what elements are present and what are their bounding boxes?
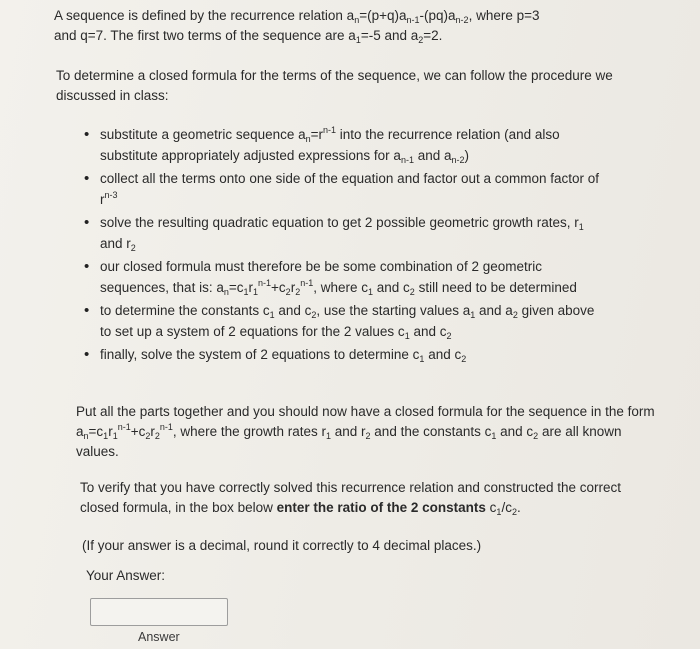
rounding-note: (If your answer is a decimal, round it correctly to 4 decimal places.) [82, 538, 482, 553]
list-item: • collect all the terms onto one side of the equation and factor out a common factor of $r^{n-3}$ [80, 168, 600, 210]
list-item: • solve the resulting quadratic equation to get 2 possible geometric growth rates, $r_1$ and $r_2$ [80, 212, 600, 254]
procedure-steps-list [80, 124, 600, 367]
list-item: • substitute a geometric sequence $a_n=r^{n-1}$ into the recurrence relation (and also substitute appropriately adjusted expressions for $a_{n-1}$ and $a_{n-2}$) [80, 124, 600, 166]
your-answer-label: Your Answer: [86, 568, 166, 583]
verify-instructions: To verify that you have correctly solved this recurrence relation and constructed the correct closed formula, in the box below enter the ratio of the 2 constants $c_1/c_2$. [80, 480, 622, 517]
summary-paragraph: Put all the parts together and you should now have a closed formula for the sequence in the form $a_n=c_1r_1^{n-1}+c_2r_2^{n-1}$, where the growth rates $r_1$ and $r_2$ and the constants $c_1$ and $c_2$ are all known values. [76, 404, 655, 459]
procedure-intro: To determine a closed formula for the terms of the sequence, we can follow the procedure we discussed in class: [56, 68, 613, 103]
problem-statement: A sequence is defined by the recurrence relation $a_n=(p+q)a_{n-1}-(pq)a_{n-2}$, where p=3 and q=7. The first two terms of the sequence are $a_1=-5$ and $a_2=2$. [54, 8, 540, 45]
list-item: • to determine the constants $c_1$ and $c_2$, use the starting values $a_1$ and $a_2$ given above to set up a system of 2 equations for the 2 values $c_1$ and $c_2$ [80, 300, 600, 342]
list-item: • our closed formula must therefore be be some combination of 2 geometric sequences, that is: $a_n=c_1r_1^{n-1}+c_2r_2^{n-1}$, where $c_1$ and $c_2$ still need to be determined [80, 256, 600, 298]
answer-input[interactable] [90, 598, 228, 626]
answer-button[interactable]: Answer [138, 630, 180, 644]
list-item: • finally, solve the system of 2 equations to determine $c_1$ and $c_2$ [80, 344, 600, 365]
